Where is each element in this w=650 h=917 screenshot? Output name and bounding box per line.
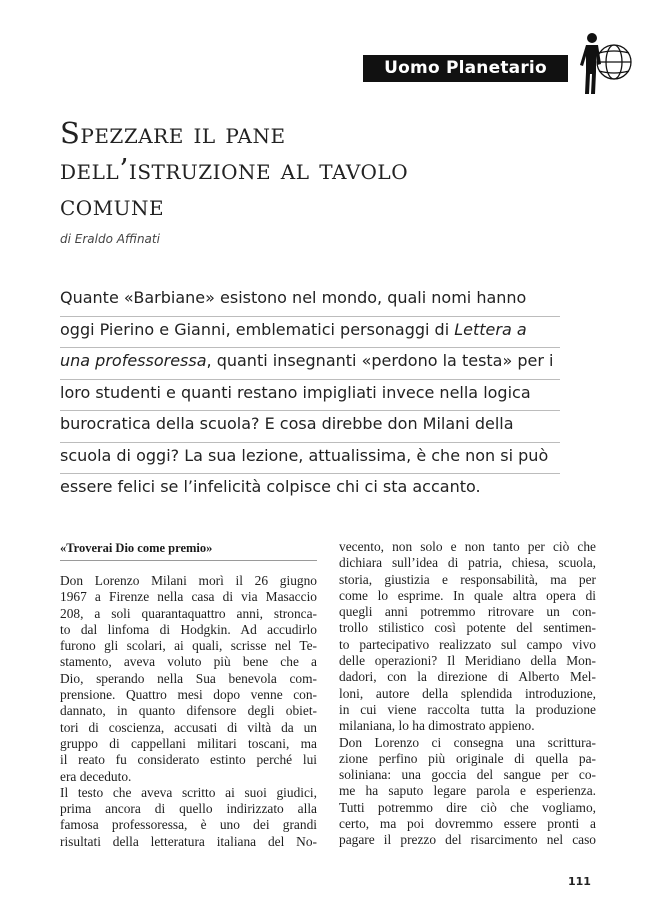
body-line: quegli anni potremmo ritrovare un con- (339, 604, 596, 620)
body-line: stamento, aveva voluto più bene che a (60, 654, 317, 670)
body-line: dannato, in quanto difensore degli obiet- (60, 703, 317, 719)
body-line: delle operazioni? Il Meridiano della Mon- (339, 653, 596, 669)
man-globe-icon (570, 28, 632, 98)
body-line: pagare il prezzo del risarcimento nel caso (339, 832, 596, 848)
body-line: Il testo che aveva scritto ai suoi giudici, (60, 784, 317, 800)
body-line: storia, giustizia e responsabilità, ma per (339, 571, 596, 587)
body-line: certo, ma poi dovremmo essere pronti a (339, 816, 596, 832)
title-line: Spezzare il pane (60, 116, 286, 150)
body-line: gruppo di cappellani militari toscani, ma (60, 735, 317, 751)
lead-text: , quanti insegnanti «perdono la testa» per i (206, 351, 554, 370)
lead-line: essere felici se l’infelicità colpisce chi ci sta accanto. (60, 477, 481, 496)
lead-paragraph (60, 285, 560, 505)
title-line: comune (60, 188, 165, 222)
section-subhead: «Troverai Dio come premio» (60, 541, 317, 561)
lead-line: loro studenti e quanti restano impigliati invece nella logica (60, 380, 560, 412)
body-line: trollo stilistico così potente del sentimen- (339, 620, 596, 636)
body-line: era deceduto. (60, 768, 132, 784)
body-line: Don Lorenzo ci consegna una scrittura- (339, 734, 596, 750)
article-title (60, 115, 620, 223)
body-line: risultati della letteratura italiana del No- (60, 833, 317, 849)
body-line: il reato fu considerato estinto perché lui (60, 752, 317, 768)
body-line: in cui viene raccolta tutta la produzione (339, 701, 596, 717)
body-line: come lo esprime. In quale altra opera di (339, 587, 596, 603)
lead-book-title: una professoressa (60, 351, 207, 370)
page-number: 111 (568, 875, 591, 888)
body-line: zione perfino più originale di quella pa- (339, 750, 596, 766)
body-line: Don Lorenzo Milani morì il 26 giugno (60, 573, 317, 588)
body-line: 208, a soli quarantaquattro anni, stronca- (60, 605, 317, 621)
body-line: soliniana: una goccia del sangue per co- (339, 767, 596, 783)
lead-book-title: Lettera a (454, 319, 527, 339)
body-line: to partecipativo realizzato sul campo vivo (339, 636, 596, 652)
lead-line: burocratica della scuola? E cosa direbbe don Milani della (60, 411, 560, 443)
body-line: Tutti potremmo dire ciò che vogliamo, (339, 799, 596, 815)
body-line: furono gli scolari, ai quali, scrisse nel Te- (60, 638, 317, 654)
body-line: tori di coscienza, accusati di viltà da un (60, 719, 317, 735)
body-line: to dal linfoma di Hodgkin. Ad accudirlo (60, 621, 317, 637)
body-line: loni, autore della splendida introduzione, (339, 685, 596, 701)
body-line: 1967 a Firenze nella casa di via Masaccio (60, 589, 317, 605)
body-line: me ha saputo legare parola e esperienza. (339, 783, 596, 799)
body-line: prensione. Quattro mesi dopo venne con- (60, 687, 317, 703)
byline: di Eraldo Affinati (60, 232, 160, 246)
section-rubric: Uomo Planetario (363, 55, 568, 82)
body-line: famosa professoressa, è uno dei grandi (60, 817, 317, 833)
body-line: dichiara sull’idea di patria, chiesa, scuola, (339, 555, 596, 571)
lead-line: scuola di oggi? La sua lezione, attualissima, è che non si può (60, 443, 560, 475)
body-line: milaniana, lo ha dimostrato appieno. (339, 718, 535, 734)
title-line: dell’istruzione al tavolo (60, 152, 409, 186)
body-line: dadori, con la direzione di Alberto Mel- (339, 669, 596, 685)
body-line: vecento, non solo e non tanto per ciò che (339, 539, 596, 554)
body-line: Dio, sperando nella Sua benevola com- (60, 670, 317, 686)
body-column-left (60, 573, 317, 850)
lead-line: Quante «Barbiane» esistono nel mondo, quali nomi hanno (60, 285, 560, 317)
lead-line (60, 348, 560, 380)
lead-text: oggi Pierino e Gianni, emblematici personaggi di (60, 319, 455, 339)
lead-line (60, 317, 560, 349)
body-column-right (339, 539, 596, 849)
body-line: prima ancora di quello indirizzato alla (60, 801, 317, 817)
